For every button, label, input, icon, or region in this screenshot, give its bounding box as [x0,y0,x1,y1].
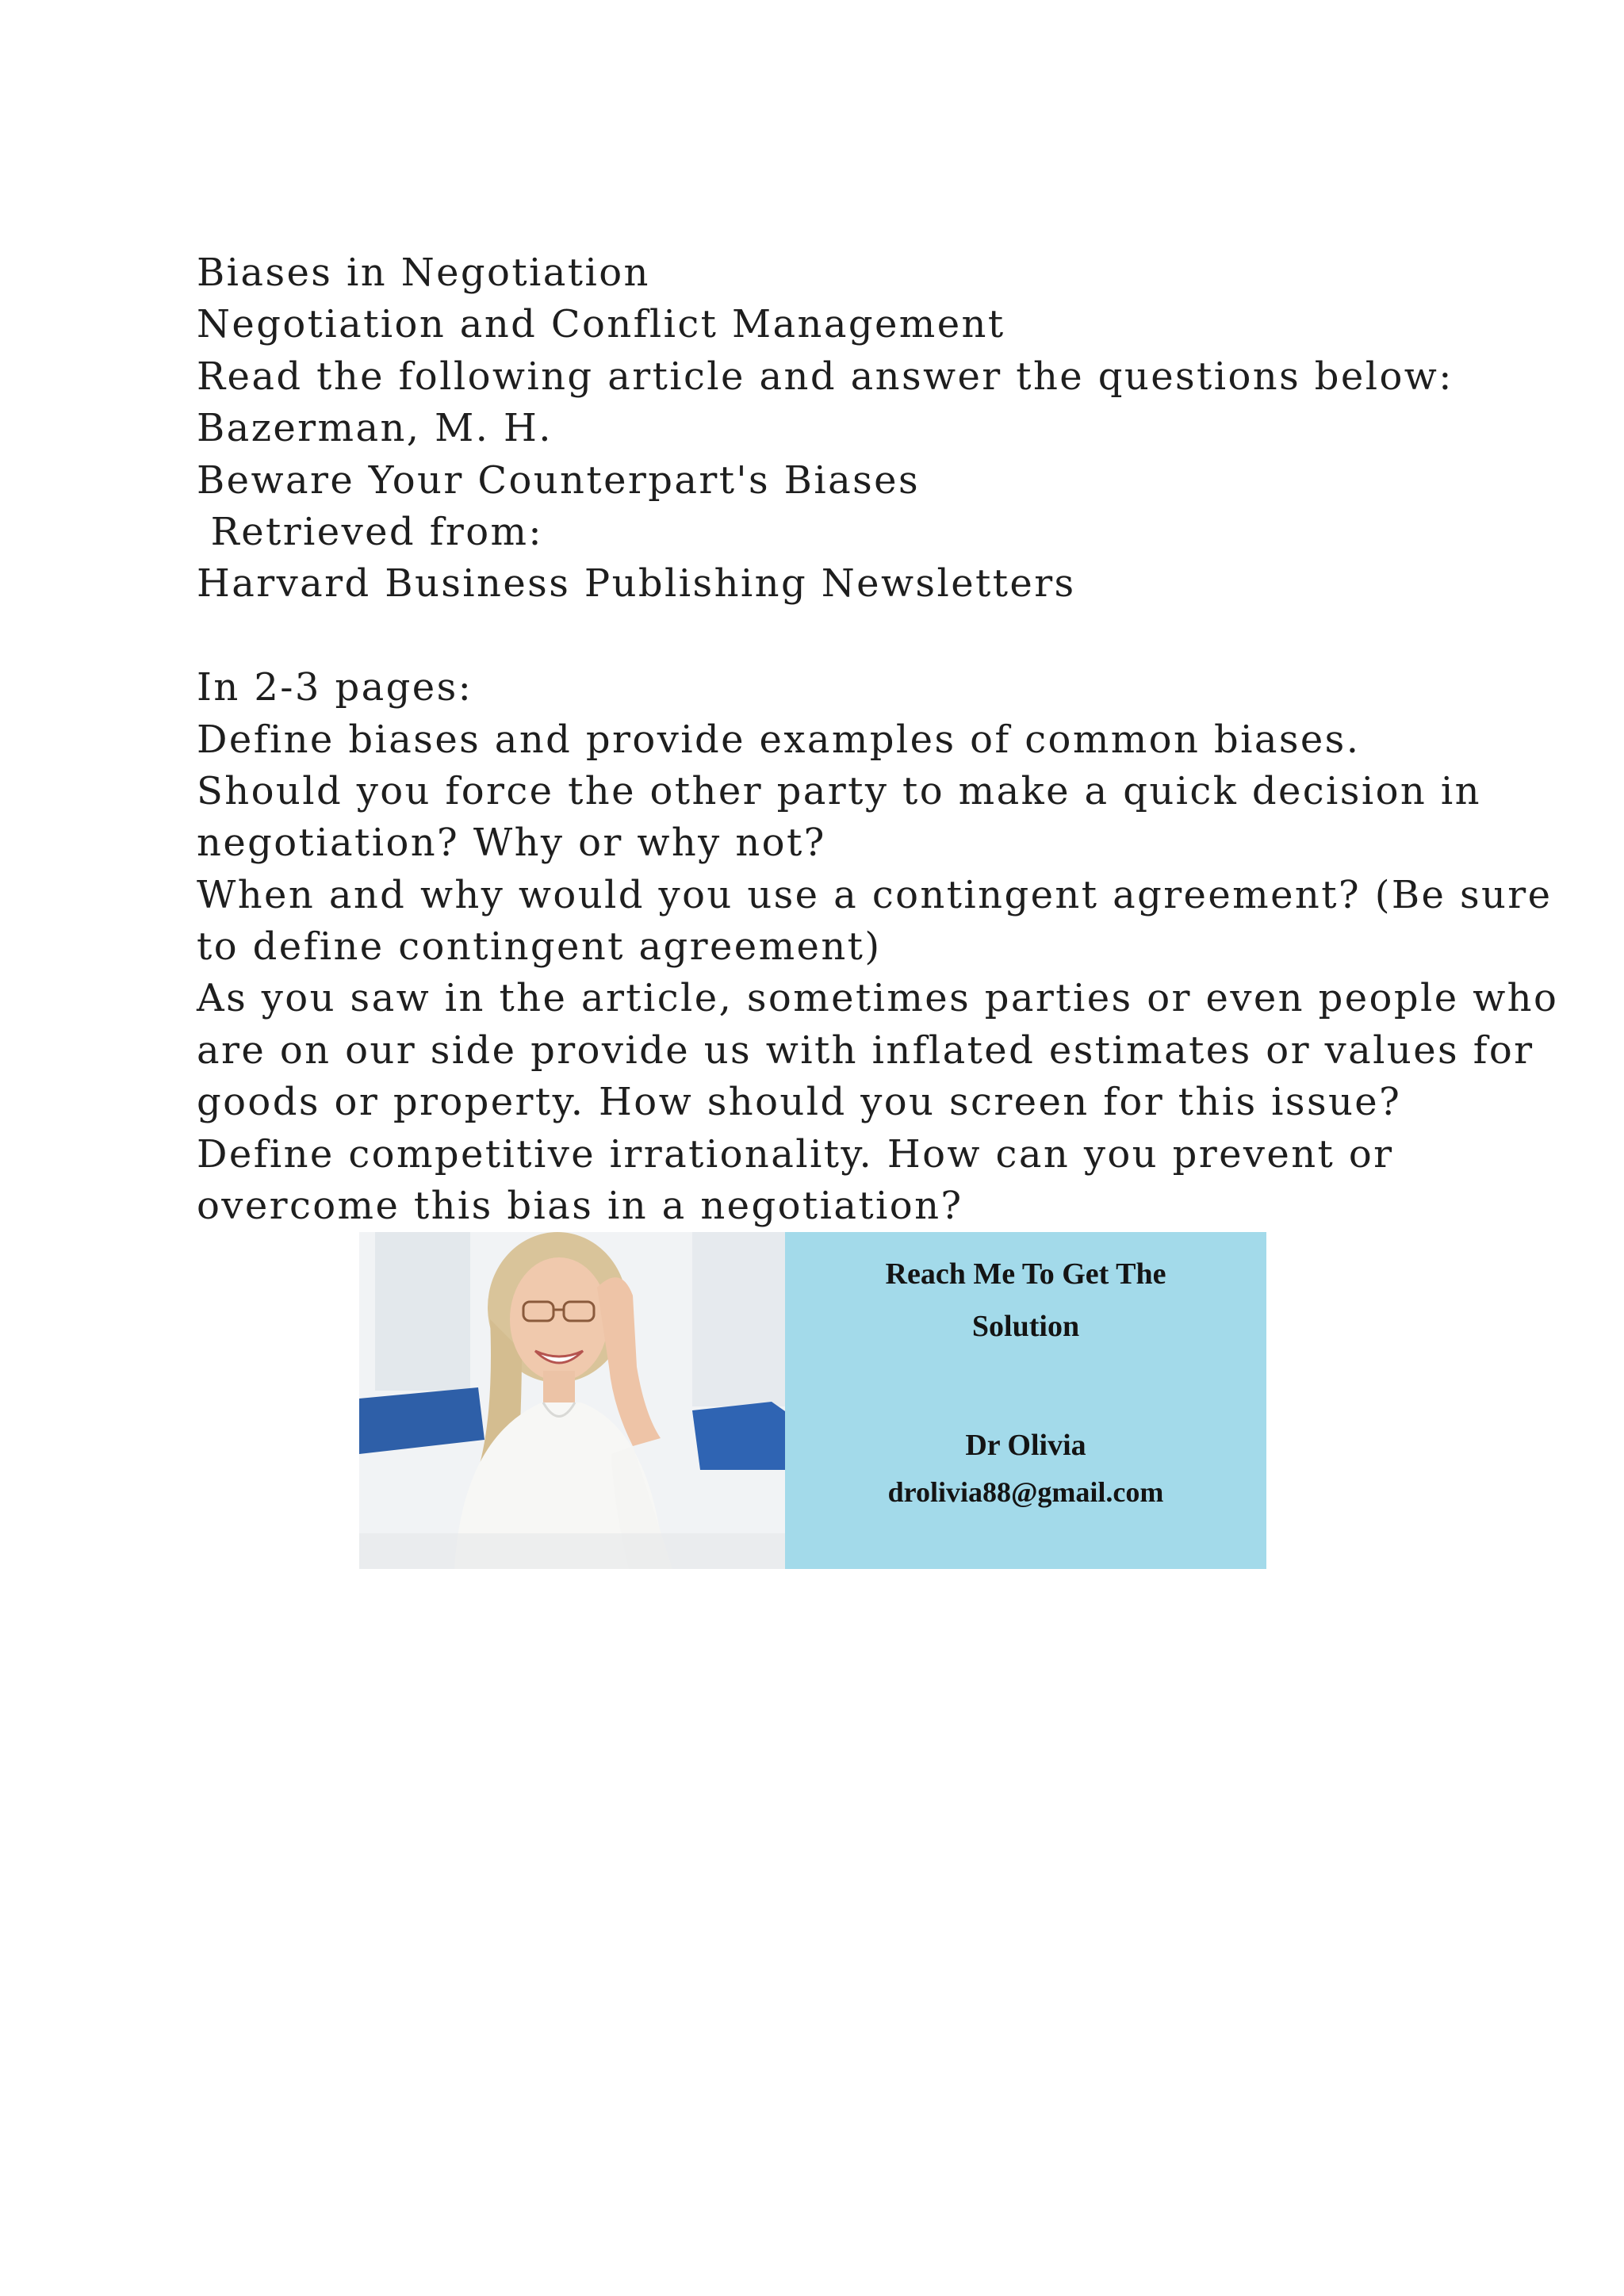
article-source: Harvard Business Publishing Newsletters [197,561,1076,607]
document-title: Biases in Negotiation [197,251,650,295]
question-line: negotiation? Why or why not? [197,821,826,866]
question-line: Define competitive irrationality. How can you prevent or [197,1131,1394,1177]
question-line: to define contingent agreement) [197,924,882,970]
contact-name: Dr Olivia [965,1429,1086,1462]
woman-photo [359,1232,785,1569]
retrieved-from-label: Retrieved from: [197,509,544,554]
question-line: Define biases and provide examples of common biases. [197,717,1361,762]
question-line: are on our side provide us with inflated estimates or values for [197,1027,1534,1073]
instruction-line: Read the following article and answer the questions below: [197,354,1454,399]
article-title: Beware Your Counterpart's Biases [197,457,920,503]
blank-line [197,610,1465,662]
contact-email: drolivia88@gmail.com [887,1476,1164,1508]
woman-photo-illustration [359,1232,785,1569]
question-line: When and why would you use a contingent agreement? (Be sure [197,872,1553,917]
article-author: Bazerman, M. H. [197,406,553,451]
document-body [197,247,1559,1232]
course-name: Negotiation and Conflict Management [197,302,1005,347]
question-line: Should you force the other party to make a quick decision in [197,768,1481,813]
question-line: As you saw in the article, sometimes parties or even people who [197,976,1559,1021]
banner-headline-line-2: Solution [971,1310,1080,1343]
question-line: goods or property. How should you screen for this issue? [197,1080,1402,1125]
question-line: overcome this bias in a negotiation? [197,1184,963,1229]
banner-headline-line-1: Reach Me To Get The [885,1257,1166,1291]
page-length-requirement: In 2-3 pages: [197,665,473,710]
contact-banner [359,1232,1266,1569]
contact-card [785,1232,1266,1569]
